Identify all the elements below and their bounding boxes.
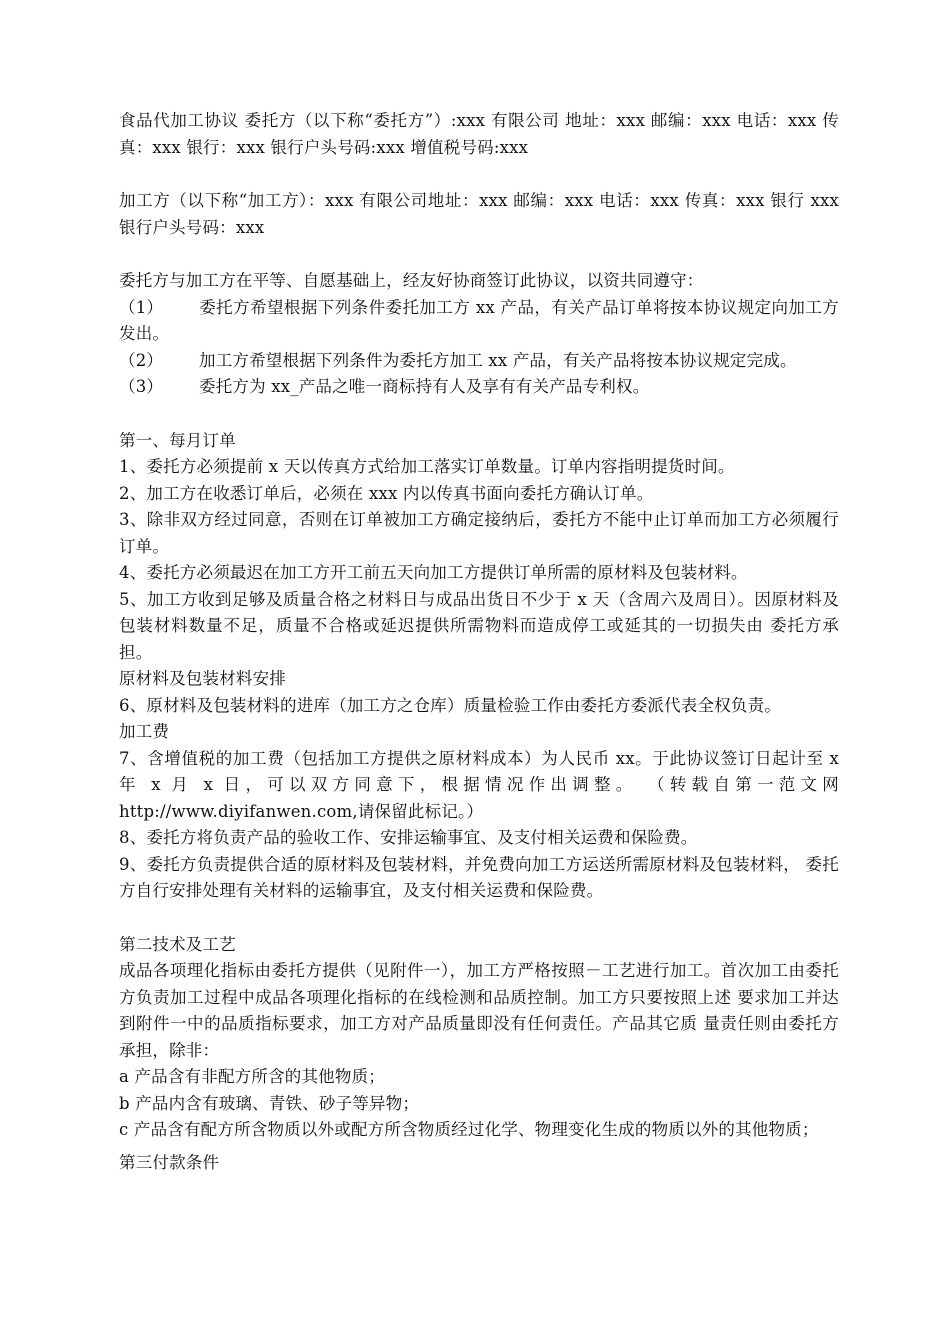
- section-1-item-8: 8、委托方将负责产品的验收工作、安排运输事宜、及支付相关运费和保险费。: [119, 828, 698, 847]
- section-1-item-2: 2、加工方在收悉订单后，必须在 xxx 内以传真书面向委托方确认订单。: [119, 483, 654, 503]
- section-3-title: 第三付款条件: [119, 1152, 220, 1172]
- section-1-item-3: 3、除非双方经过同意，否则在订单被加工方确定接纳后，委托方不能中止订单而加工方必须履行订单。: [119, 510, 839, 556]
- intro-paragraph-parties: 食品代加工协议 委托方（以下称“委托方”）:xxx 有限公司 地址：xxx 邮编：xxx 电话：xxx 传真：xxx 银行：xxx 银行户头号码:xxx 增值税号码:xxx: [119, 111, 839, 157]
- section-2-item-c: c 产品含有配方所含物质以外或配方所含物质经过化学、物理变化生成的物质以外的其他物质；: [119, 1120, 819, 1139]
- clause-text: 委托方为 xx_产品之唯一商标持有人及享有有关产品专利权。: [199, 377, 650, 396]
- clause-number: （3）: [119, 377, 164, 396]
- section-2-item-a: a 产品含有非配方所含的其他物质；: [119, 1067, 385, 1086]
- section-1-item-9: 9、委托方负责提供合适的原材料及包装材料，并免费向加工方运送所需原材料及包装材料， 委托方自行安排处理有关材料的运输事宜，及支付相关运费和保险费。: [119, 854, 839, 900]
- section-2-item-b: b 产品内含有玻璃、青铁、砂子等异物；: [119, 1093, 420, 1113]
- paragraph-gap: [119, 401, 839, 428]
- paragraph-gap: [119, 161, 839, 188]
- paragraph-gap: [119, 241, 839, 268]
- section-1-title: 第一、每月订单: [119, 430, 236, 450]
- document-body: [119, 108, 839, 1176]
- clause-text: 委托方希望根据下列条件委托加工方 xx 产品，有关产品订单将按本协议规定向加工方 发出。: [119, 297, 839, 343]
- section-1-item-6: 6、原材料及包装材料的进库（加工方之仓库）质量检验工作由委托方委派代表全权负责。: [119, 695, 781, 715]
- section-2-body: 成品各项理化指标由委托方提供（见附件一），加工方严格按照－工艺进行加工。首次加工由委托方负责加工过程中成品各项理化指标的在线检测和品质控制。加工方只要按照上述 要求加工并达到附件一中的品质指标要求，加工方对产品质量即没有任何责任。产品其它质 量责任则由委托方承担，除非：: [119, 961, 839, 1060]
- subheading-materials: 原材料及包装材料安排: [119, 669, 286, 688]
- subheading-processing-fee: 加工费: [119, 722, 170, 741]
- section-1-item-4: 4、委托方必须最迟在加工方开工前五天向加工方提供订单所需的原材料及包装材料。: [119, 563, 748, 582]
- intro-paragraph-processor: 加工方（以下称“加工方）：xxx 有限公司地址：xxx 邮编：xxx 电话：xxx 传真：xxx 银行 xxx 银行户头号码：xxx: [119, 191, 839, 237]
- clause-3: [119, 374, 839, 401]
- section-1-item-7: 7、含增值税的加工费（包括加工方提供之原材料成本）为人民币 xx。于此协议签订日起计至 x 年 x 月 x 日，可以双方同意下，根据情况作出调整。 （转载自第一范文网 http://www.diyifanwen.com,请保留此标记。）: [119, 748, 839, 821]
- clause-number: （2）: [119, 350, 164, 370]
- section-2-title: 第二技术及工艺: [119, 934, 236, 954]
- paragraph-gap: [119, 905, 839, 932]
- clause-1: [119, 295, 839, 348]
- clause-text: 加工方希望根据下列条件为委托方加工 xx 产品，有关产品将按本协议规定完成。: [199, 350, 797, 370]
- section-1-item-5: 5、加工方收到足够及质量合格之材料日与成品出货日不少于 x 天（含周六及周日）。因原材料及包装材料数量不足，质量不合格或延迟提供所需物料而造成停工或延其的一切损失由 委托方承担。: [119, 589, 839, 662]
- clause-number: （1）: [119, 297, 164, 317]
- section-1-item-1: 1、委托方必须提前 x 天以传真方式给加工落实订单数量。订单内容指明提货时间。: [119, 457, 735, 476]
- clause-2: [119, 348, 839, 375]
- intro-paragraph-agreement: 委托方与加工方在平等、自愿基础上，经友好协商签订此协议，以资共同遵守：: [119, 271, 704, 290]
